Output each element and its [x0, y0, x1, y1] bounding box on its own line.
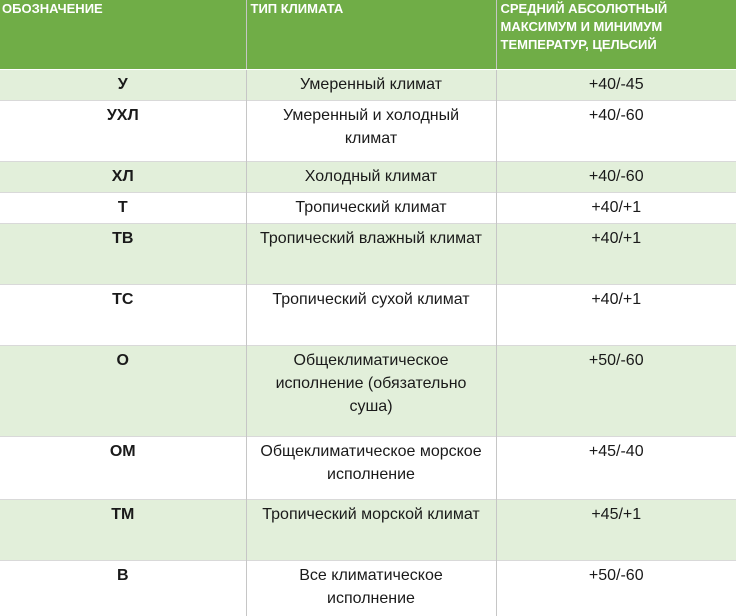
row-climate-type: Все климатическое исполнение: [246, 560, 496, 616]
row-temperature: +40/+1: [496, 223, 736, 284]
row-code: О: [0, 345, 246, 436]
table-row: [0, 436, 736, 499]
table-row: [0, 69, 736, 100]
row-code: ОМ: [0, 436, 246, 499]
table-row: [0, 499, 736, 560]
row-temperature: +50/-60: [496, 560, 736, 616]
table-body: [0, 69, 736, 616]
table-row: [0, 100, 736, 161]
row-temperature: +50/-60: [496, 345, 736, 436]
row-temperature: +40/-60: [496, 161, 736, 192]
header-row: [0, 0, 736, 69]
row-code: ХЛ: [0, 161, 246, 192]
table-row: [0, 284, 736, 345]
row-temperature: +40/+1: [496, 284, 736, 345]
header-designation: ОБОЗНАЧЕНИЕ: [0, 0, 246, 69]
row-code: ТС: [0, 284, 246, 345]
row-temperature: +40/-45: [496, 69, 736, 100]
row-climate-type: Холодный климат: [246, 161, 496, 192]
row-temperature: +45/-40: [496, 436, 736, 499]
table-row: [0, 560, 736, 616]
row-climate-type: Общеклиматическое морское исполнение: [246, 436, 496, 499]
row-code: Т: [0, 192, 246, 223]
row-climate-type: Тропический климат: [246, 192, 496, 223]
row-climate-type: Умеренный и холодный климат: [246, 100, 496, 161]
row-climate-type: Тропический сухой климат: [246, 284, 496, 345]
row-code: У: [0, 69, 246, 100]
header-temperature: СРЕДНИЙ АБСОЛЮТНЫЙ МАКСИМУМ И МИНИМУМ ТЕМПЕРАТУР, ЦЕЛЬСИЙ: [496, 0, 736, 69]
row-code: ТВ: [0, 223, 246, 284]
table-header: [0, 0, 736, 69]
table-row: [0, 345, 736, 436]
row-climate-type: Тропический влажный климат: [246, 223, 496, 284]
row-temperature: +45/+1: [496, 499, 736, 560]
header-climate-type: ТИП КЛИМАТА: [246, 0, 496, 69]
table-row: [0, 192, 736, 223]
table-row: [0, 223, 736, 284]
row-code: В: [0, 560, 246, 616]
row-temperature: +40/+1: [496, 192, 736, 223]
row-climate-type: Тропический морской климат: [246, 499, 496, 560]
row-temperature: +40/-60: [496, 100, 736, 161]
row-climate-type: Умеренный климат: [246, 69, 496, 100]
row-code: ТМ: [0, 499, 246, 560]
table-row: [0, 161, 736, 192]
row-climate-type: Общеклиматическое исполнение (обязательно суша): [246, 345, 496, 436]
row-code: УХЛ: [0, 100, 246, 161]
